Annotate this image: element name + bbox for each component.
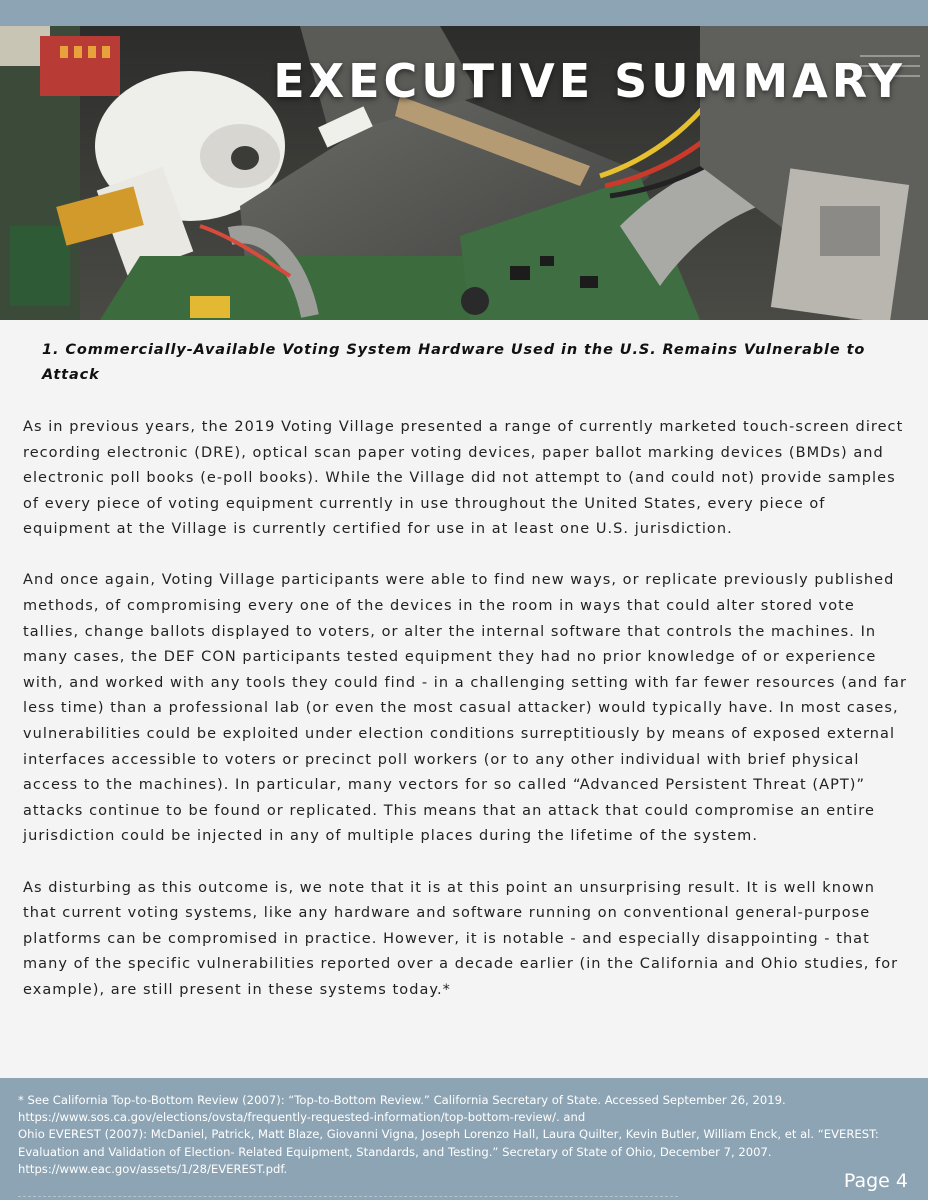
footnote-line-2: Ohio EVEREST (2007): McDaniel, Patrick, Matt Blaze, Giovanni Vigna, Joseph Lorenzo Hall, Laura Quilter, Kevin Butler, William Enck, et al. “EVEREST: Evaluation and Validation of Election- Related Equipment, Standards, and Testing.” Secretary of State of Ohio, December 7, 2007. https://www.eac.gov/assets/1/28/EVEREST.pdf. — [18, 1127, 879, 1176]
footnote — [18, 1092, 918, 1178]
header-photo — [0, 26, 928, 320]
paragraph-3: As disturbing as this outcome is, we note that it is at this point an unsurprising result. It is well known that current voting systems, like any hardware and software running on conventional general-purpose platforms can be compromised in practice. However, it is notable - and especially disappointing - that many of the specific vulnerabilities reported over a decade earlier (in the California and Ohio studies, for example), are still present in these systems today.* — [23, 879, 899, 998]
footnote-line-1: * See California Top-to-Bottom Review (2007): “Top-to-Bottom Review.” California Secretary of State. Accessed September 26, 2019. https://www.sos.ca.gov/elections/ovsta/frequently-requested-information/top-bottom-review/. and — [18, 1093, 786, 1125]
top-band — [0, 0, 928, 26]
paragraph-2: And once again, Voting Village participants were able to find new ways, or replicate previously published methods, of compromising every one of the devices in the room in ways that could alter stored vote tallies, change ballots displayed to voters, or alter the internal software that controls the machines. In many cases, the DEF CON participants tested equipment they had no prior knowledge of or experience with, and worked with any tools they could find - in a challenging setting with far fewer resources (and far less time) than a professional lab (or even the most casual attacker) would typically have. In most cases, vulnerabilities could be exploited under election conditions surreptitiously by means of exposed external interfaces accessible to voters or precinct poll workers (or to any other individual with brief physical access to the machines). In particular, many vectors for so called “Advanced Persistent Threat (APT)” attacks continue to be found or replicated. This means that an attack that could compromise an entire jurisdiction could be injected in any of multiple places during the lifetime of the system. — [23, 572, 908, 845]
footer — [0, 1078, 928, 1200]
body-text — [23, 415, 907, 1029]
page-number: Page 4 — [843, 1170, 908, 1192]
footer-divider — [18, 1196, 678, 1200]
page-title: EXECUTIVE SUMMARY — [273, 54, 906, 108]
section-heading: 1. Commercially-Available Voting System Hardware Used in the U.S. Remains Vulnerable to Attack — [42, 342, 866, 383]
paragraph-1: As in previous years, the 2019 Voting Village presented a range of currently marketed touch-screen direct recording electronic (DRE), optical scan paper voting devices, paper ballot marking devices (BMDs) and electronic poll books (e-poll books). While the Village did not attempt to (and could not) provide samples of every piece of voting equipment currently in use throughout the United States, every piece of equipment at the Village is currently certified for use in at least one U.S. jurisdiction. — [23, 419, 904, 538]
